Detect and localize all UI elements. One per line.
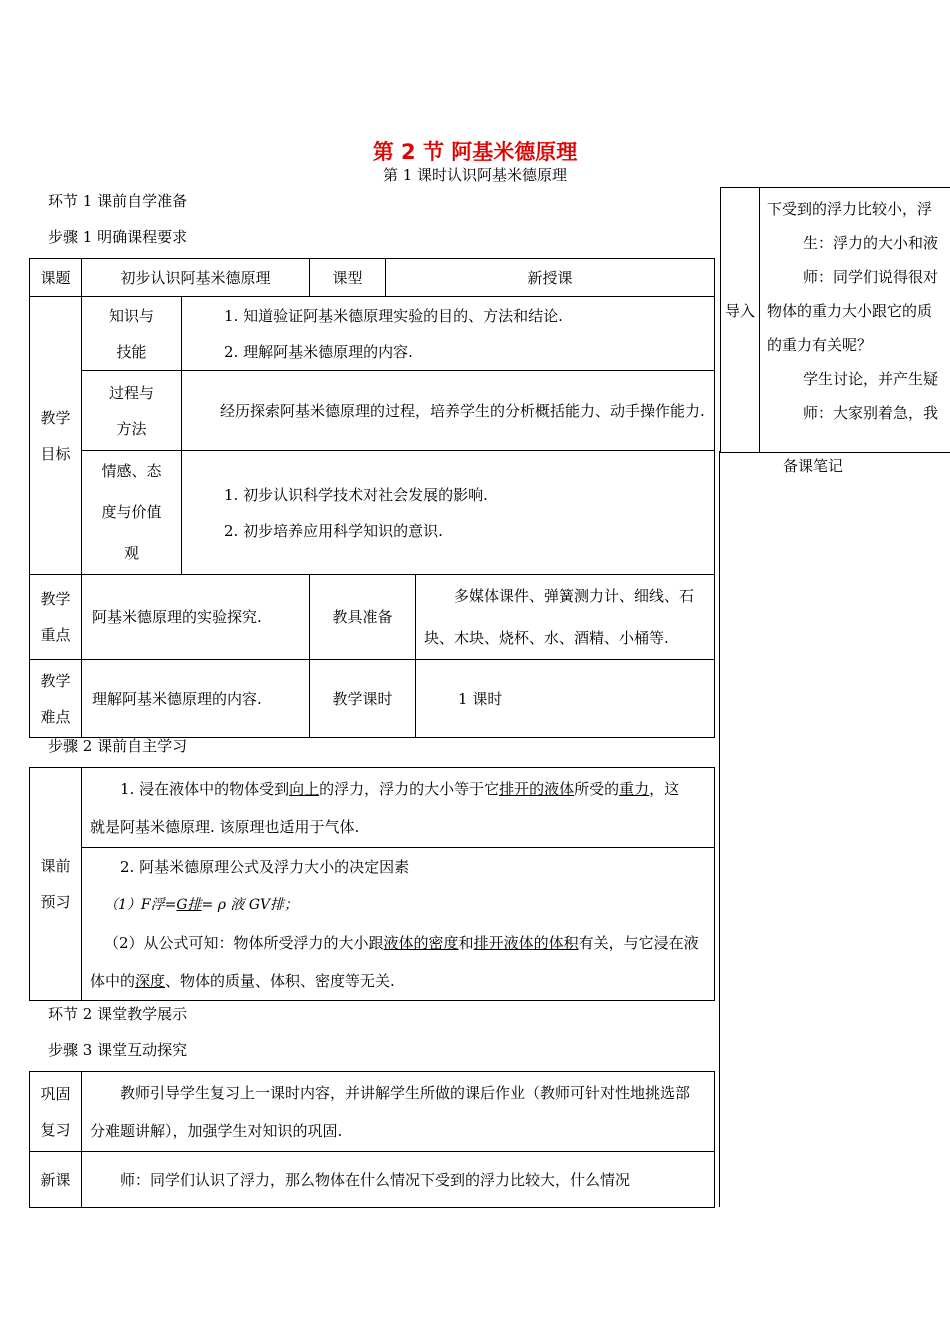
knowledge-label: 知识与 技能 [82,297,182,371]
tools-value: 多媒体课件、弹簧测力计、细线、石块、木块、烧杯、水、酒精、小桶等. [416,575,715,660]
course-requirements-table [29,258,715,738]
key-point-value: 阿基米德原理的实验探究. [82,575,310,660]
knowledge-text: 1. 知道验证阿基米德原理实验的目的、方法和结论. 2. 理解阿基米德原理的内容. [182,297,715,371]
tools-label: 教具准备 [310,575,416,660]
review-label: 巩固 复习 [30,1072,82,1152]
hours-value: 1 课时 [416,660,715,738]
preview-question-1: 1. 浸在液体中的物体受到向上的浮力，浮力的大小等于它排开的液体所受的重力，这就是阿基米德原理. 该原理也适用于气体. [82,768,715,848]
emotion-label: 情感、态 度与价值 观 [82,451,182,575]
section-2-heading: 环节 2 课堂教学展示 [48,1005,188,1023]
type-label: 课型 [310,259,386,297]
type-value: 新授课 [386,259,715,297]
page-subtitle: 第 1 课时认识阿基米德原理 [382,166,568,184]
hours-label: 教学课时 [310,660,416,738]
difficulty-label: 教学 难点 [30,660,82,738]
difficulty-value: 理解阿基米德原理的内容. [82,660,310,738]
process-text: 经历探索阿基米德原理的过程，培养学生的分析概括能力、动手操作能力. [182,371,715,451]
lesson-notes-label: 备课笔记 [783,457,844,475]
step-3-heading: 步骤 3 课堂互动探究 [48,1041,188,1059]
topic-label: 课题 [30,259,82,297]
intro-label: 导入 [721,188,760,452]
page-title: 第 2 节 阿基米德原理 [372,140,578,164]
new-lesson-text: 师：同学们认识了浮力，那么物体在什么情况下受到的浮力比较大，什么情况 [82,1152,715,1208]
notes-column-divider [719,451,720,1207]
emotion-text: 1. 初步认识科学技术对社会发展的影响. 2. 初步培养应用科学知识的意识. [182,451,715,575]
section-1-heading: 环节 1 课前自学准备 [48,192,188,210]
step-2-heading: 步骤 2 课前自主学习 [48,737,188,755]
preview-question-2: 2. 阿基米德原理公式及浮力大小的决定因素 （1）F浮=G排= ρ 液 GV排； （2）从公式可知：物体所受浮力的大小跟液体的密度和排开液体的体积有关，与它浸在液体中的深度、物体的质量、体积、密度等无关. [82,848,715,1001]
goal-label: 教学 目标 [30,297,82,575]
key-point-label: 教学 重点 [30,575,82,660]
review-text: 教师引导学生复习上一课时内容，并讲解学生所做的课后作业（教师可针对性地挑选部分难题讲解），加强学生对知识的巩固. [82,1072,715,1152]
new-lesson-label: 新课 [30,1152,82,1208]
side-continuation-box [720,187,950,453]
classroom-table [29,1071,715,1208]
preview-label: 课前 预习 [30,768,82,1001]
process-label: 过程与 方法 [82,371,182,451]
topic-value: 初步认识阿基米德原理 [82,259,310,297]
preview-table [29,767,715,1001]
step-1-heading: 步骤 1 明确课程要求 [48,228,188,246]
intro-text: 下受到的浮力比较小，浮 生：浮力的大小和液 师：同学们说得很对 物体的重力大小跟它的质 的重力有关呢？ 学生讨论，并产生疑 师：大家别着急，我 [767,200,939,422]
